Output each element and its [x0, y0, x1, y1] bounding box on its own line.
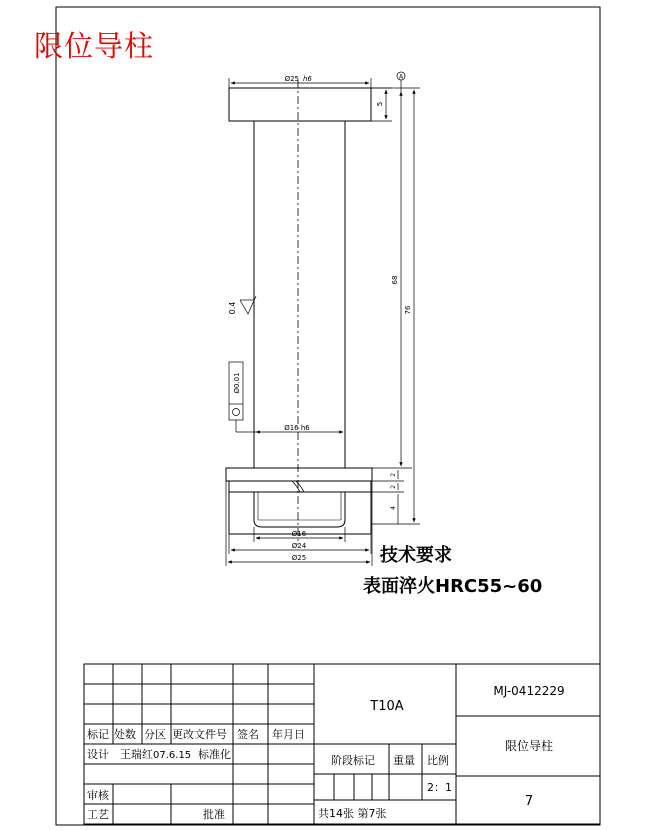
base-flange [226, 468, 372, 481]
inner-diameter-text: Ø16 [291, 530, 307, 538]
dimensions [226, 78, 420, 566]
tb-drawing-number: MJ-0412229 [493, 684, 565, 698]
tb-standard-label: 标准化 [198, 748, 231, 761]
body-length-text: 68 [391, 275, 399, 285]
drawing-border [56, 7, 600, 825]
coaxiality-value: Ø0.01 [233, 372, 241, 394]
tb-approve-label: 批准 [203, 808, 225, 821]
tb-weight-label: 重量 [393, 754, 415, 767]
base-lower [229, 481, 371, 534]
requirements-text: 表面淬火HRC55~60 [363, 576, 543, 597]
head-fit-text: h6 [303, 75, 312, 83]
tb-designer: 王瑞红 [120, 748, 153, 761]
tb-design-label: 设计 [87, 748, 109, 761]
tb-header-mark: 标记 [87, 728, 109, 741]
base-dim-a: 2 [390, 473, 397, 477]
total-length-text: 76 [404, 305, 412, 315]
tb-scale-value: 2：1 [427, 781, 452, 794]
tb-process-label: 工艺 [87, 808, 109, 821]
pin-head [229, 88, 371, 121]
tb-material: T10A [370, 699, 404, 714]
base-diameter-24-text: Ø24 [291, 542, 307, 550]
base-diameter-25-text: Ø25 [291, 554, 307, 562]
head-diameter-text: Ø25 [284, 75, 299, 83]
base-dim-b: 2 [390, 485, 397, 489]
tb-header-doc: 更改文件号 [172, 728, 227, 741]
tb-scale-label: 比例 [427, 754, 449, 767]
tb-header-date: 年月日 [272, 728, 305, 741]
tb-part-name: 限位导柱 [504, 739, 554, 753]
body-diameter-text: Ø16 h6 [284, 424, 310, 432]
datum-label: A [398, 73, 404, 81]
requirements-title: 技术要求 [380, 545, 452, 566]
pin-body [254, 121, 345, 468]
tb-sheet-info: 共14张 第7张 [318, 807, 387, 820]
inner-recess [254, 492, 345, 527]
tb-sheet-number: 7 [524, 794, 534, 809]
tb-header-zone: 分区 [144, 728, 166, 741]
head-height-text: 5 [376, 101, 384, 107]
roughness-text: 0.4 [228, 301, 237, 315]
base-dim-c: 4 [390, 506, 397, 510]
tb-design-date: 07.6.15 [153, 750, 192, 761]
tb-review-label: 审核 [87, 789, 109, 802]
tb-stage-label: 阶段标记 [331, 754, 375, 767]
tb-header-sign: 签名 [237, 728, 259, 741]
part-drawing [226, 80, 372, 545]
tb-header-count: 处数 [114, 728, 136, 741]
drawing-title: 限位导柱 [34, 29, 155, 63]
